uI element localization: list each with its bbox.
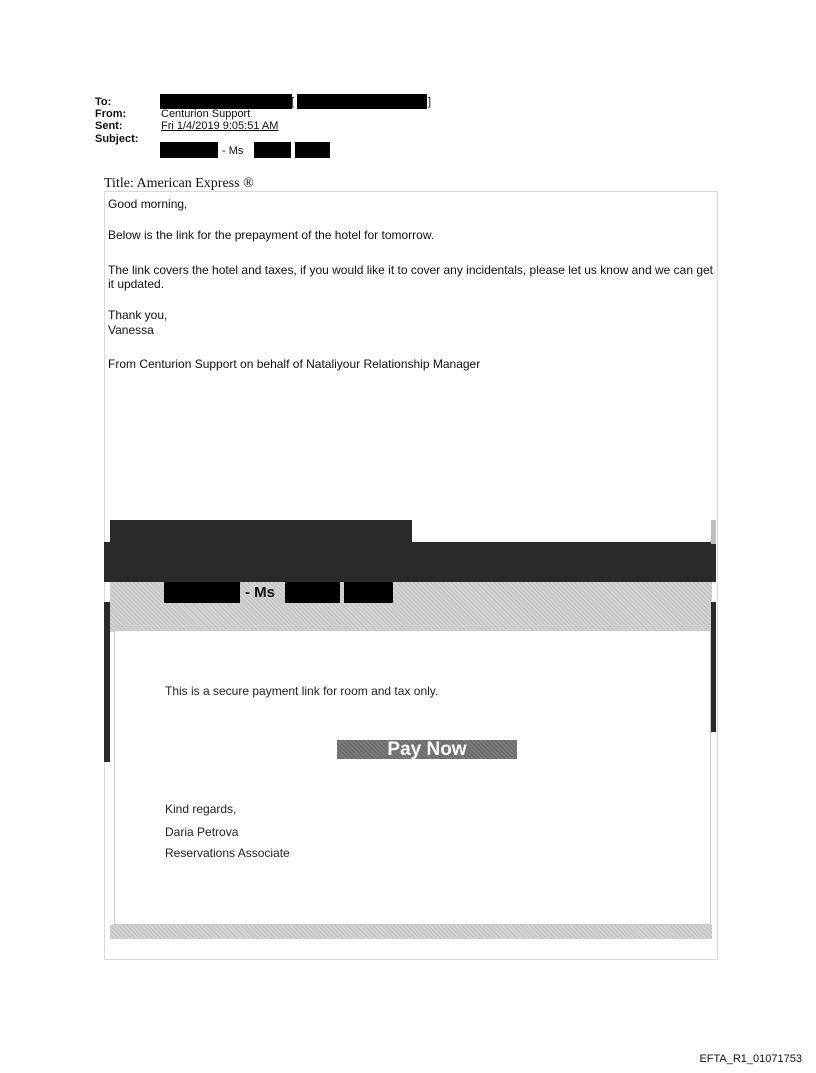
- to-bracket-open: [: [291, 96, 295, 108]
- payment-card: [114, 630, 711, 925]
- redaction-bar: [285, 582, 340, 603]
- redaction-bar: [344, 582, 393, 603]
- greeting: Good morning,: [108, 197, 188, 211]
- to-bracket-close: ]: [428, 96, 432, 108]
- to-label: To:: [95, 96, 112, 108]
- from-label: From:: [95, 108, 127, 120]
- message-line-2: The link covers the hotel and taxes, if you would like it to cover any incidentals, please let us know and we can get it updated.: [108, 263, 714, 291]
- logo-redaction: [110, 520, 412, 544]
- banner-dark: [104, 542, 716, 582]
- redaction-bar: [160, 94, 295, 109]
- banner-separator: - Ms: [245, 584, 275, 601]
- redaction-bar: [297, 94, 427, 109]
- from-value: Centurion Support: [161, 108, 251, 120]
- signer-name: Vanessa: [108, 323, 154, 337]
- closing-line: Kind regards,: [165, 802, 237, 816]
- thanks-line: Thank you,: [108, 308, 168, 322]
- title-line: Title: American Express ®: [104, 176, 254, 191]
- subject-label: Subject:: [95, 133, 139, 145]
- associate-title: Reservations Associate: [165, 846, 290, 860]
- sent-label: Sent:: [95, 120, 123, 132]
- pay-now-button[interactable]: Pay Now: [337, 740, 517, 759]
- message-line-1: Below is the link for the prepayment of the hotel for tomorrow.: [108, 228, 435, 242]
- document-id: EFTA_R1_01071753: [699, 1053, 802, 1065]
- secure-link-notice: This is a secure payment link for room and tax only.: [165, 684, 439, 698]
- associate-name: Daria Petrova: [165, 825, 239, 839]
- redaction-bar: [160, 142, 218, 158]
- banner-edge: [711, 520, 716, 544]
- redaction-bar: [295, 142, 330, 158]
- redaction-bar: [254, 142, 291, 158]
- sender-note: From Centurion Support on behalf of Nataliyour Relationship Manager: [108, 357, 481, 371]
- subject-separator: - Ms: [222, 145, 244, 157]
- sent-value: Fri 1/4/2019 9:05:51 AM: [161, 120, 279, 132]
- card-footer-band: [110, 925, 712, 939]
- left-edge-bar: [104, 602, 110, 762]
- right-edge-bar: [711, 602, 716, 732]
- redaction-bar: [164, 582, 240, 603]
